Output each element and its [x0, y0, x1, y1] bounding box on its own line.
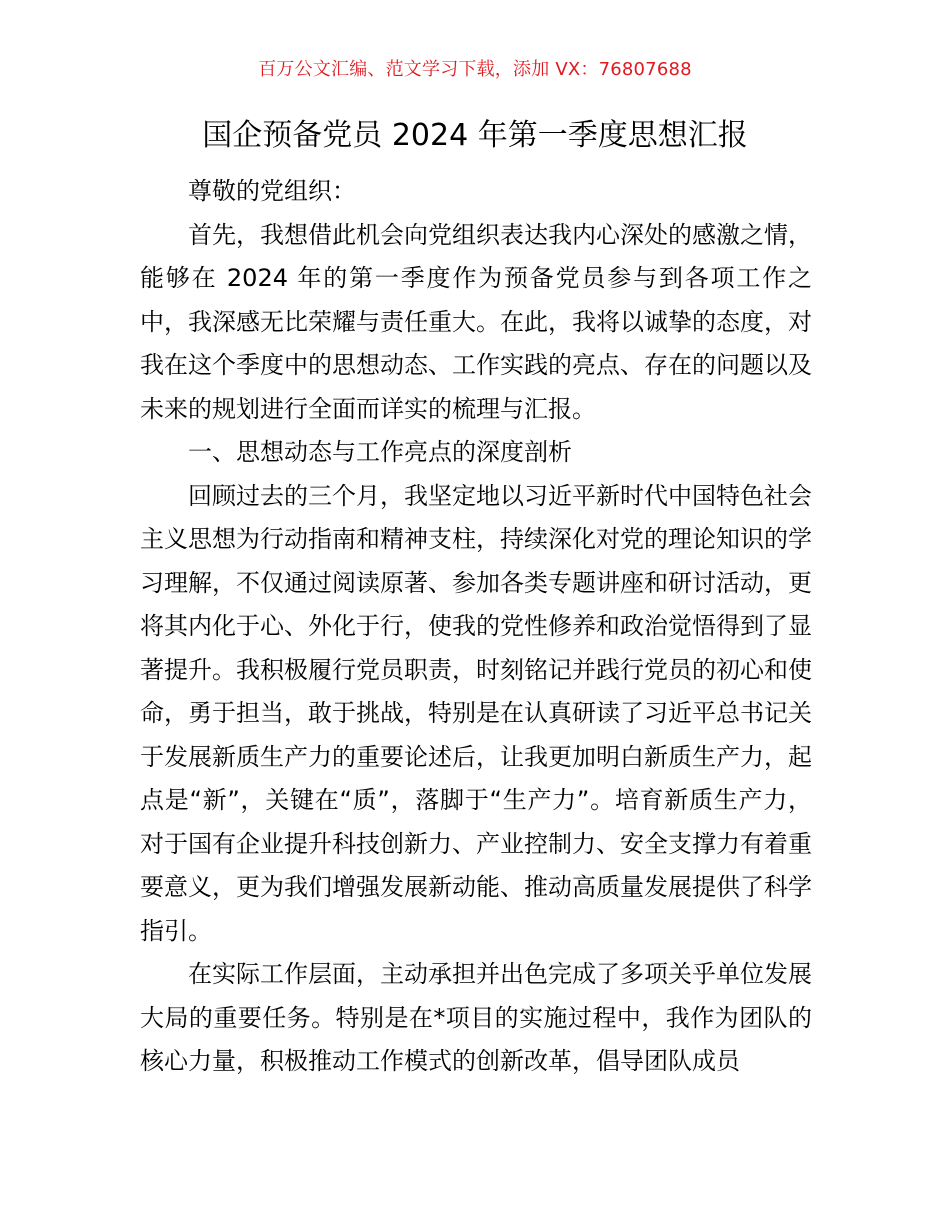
document-body [140, 170, 812, 1084]
section-heading: 一、思想动态与工作亮点的深度剖析 [188, 438, 572, 466]
paragraph-thought-review: 回顾过去的三个月，我坚定地以习近平新时代中国特色社会主义思想为行动指南和精神支柱，持续深化对党的理论知识的学习理解，不仅通过阅读原著、参加各类专题讲座和研讨活动，更将其内化于心、外化于行，使我的党性修养和政治觉悟得到了显著提升。我积极履行党员职责，时刻铭记并践行党员的初心和使命，勇于担当，敢于挑战，特别是在认真研读了习近平总书记关于发展新质生产力的重要论述后，让我更加明白新质生产力，起点是“新”，关键在“质”，落脚于“生产力”。培育新质生产力，对于国有企业提升科技创新力、产业控制力、安全支撑力有着重要意义，更为我们增强发展新动能、推动高质量发展提供了科学指引。 [140, 481, 812, 945]
paragraph-work-practice: 在实际工作层面，主动承担并出色完成了多项关乎单位发展大局的重要任务。特别是在*项目的实施过程中，我作为团队的核心力量，积极推动工作模式的创新改革，倡导团队成员 [140, 960, 812, 1075]
salutation: 尊敬的党组织： [188, 177, 356, 205]
watermark-header: 百万公文汇编、范文学习下载，添加 VX：76807688 [258, 59, 692, 80]
document-title: 国企预备党员 2024 年第一季度思想汇报 [202, 118, 748, 153]
paragraph-intro: 首先，我想借此机会向党组织表达我内心深处的感激之情，能够在 2024 年的第一季度作为预备党员参与到各项工作之中，我深感无比荣耀与责任重大。在此，我将以诚挚的态度，对我在这个季度中的思想动态、工作实践的亮点、存在的问题以及未来的规划进行全面而详实的梳理与汇报。 [140, 220, 812, 423]
